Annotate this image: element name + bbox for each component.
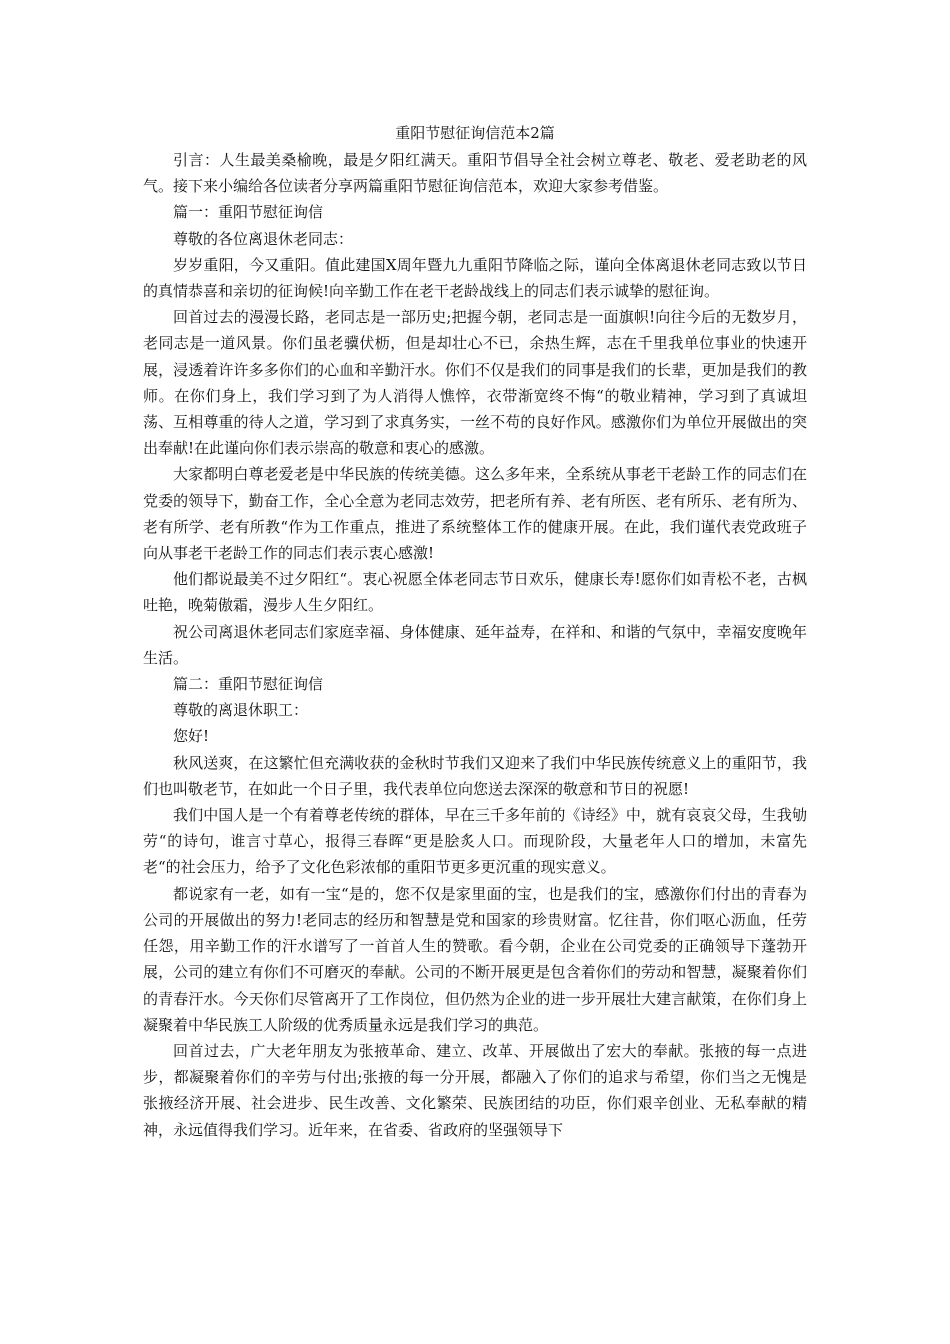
body-paragraph: 他们都说最美不过夕阳红“。衷心祝愿全体老同志节日欢乐，健康长寿!愿你们如青松不老，古枫吐艳，晚菊傲霜，漫步人生夕阳红。 [143, 570, 807, 615]
body-paragraph: 大家都明白尊老爱老是中华民族的传统美德。这么多年来，全系统从事老干老龄工作的同志们在党委的领导下，勤奋工作，全心全意为老同志效劳，把老所有养、老有所医、老有所乐、老有所为、老有所学、老有所教“作为工作重点，推进了系统整体工作的健康开展。在此，我们谨代表党政班子向从事老干老龄工作的同志们表示衷心感激! [143, 465, 807, 563]
intro-paragraph: 引言：人生最美桑榆晚，最是夕阳红满天。重阳节倡导全社会树立尊老、敬老、爱老助老的风气。接下来小编给各位读者分享两篇重阳节慰征询信范本，欢迎大家参考借鉴。 [143, 151, 807, 196]
body-paragraph: 我们中国人是一个有着尊老传统的群体，早在三千多年前的《诗经》中，就有哀哀父母，生我劬劳“的诗句，谁言寸草心，报得三春晖“更是脍炙人口。而现阶段，大量老年人口的增加，未富先老“的社会压力，给予了文化色彩浓郁的重阳节更多更沉重的现实意义。 [143, 806, 807, 877]
greeting: 您好! [173, 727, 210, 746]
document-page [143, 120, 807, 1143]
body-paragraph: 秋风送爽，在这繁忙但充满收获的金秋时节我们又迎来了我们中华民族传统意义上的重阳节，我们也叫敬老节，在如此一个日子里，我代表单位向您送去深深的敬意和节日的祝愿! [143, 753, 807, 798]
body-paragraph: 回首过去，广大老年朋友为张掖革命、建立、改革、开展做出了宏大的奉献。张掖的每一点进步，都凝聚着你们的辛劳与付出;张掖的每一分开展，都融入了你们的追求与希望，你们当之无愧是张掖经济开展、社会进步、民生改善、文化繁荣、民族团结的功臣，你们艰辛创业、无私奉献的精神，永远值得我们学习。近年来，在省委、省政府的坚强领导下 [143, 1041, 807, 1139]
body-paragraph: 祝公司离退休老同志们家庭幸福、身体健康、延年益寿，在祥和、和谐的气氛中，幸福安度晚年生活。 [143, 622, 807, 667]
salutation-2: 尊敬的离退休职工： [173, 701, 309, 720]
section-heading-2: 篇二：重阳节慰征询信 [173, 675, 324, 694]
body-paragraph: 回首过去的漫漫长路，老同志是一部历史;把握今朝，老同志是一面旗帜!向往今后的无数岁月，老同志是一道风景。你们虽老骥伏枥，但是却壮心不已，余热生辉，志在千里我单位事业的快速开展，浸透着许许多多你们的心血和辛勤汗水。你们不仅是我们的同事是我们的长辈，更加是我们的教师。在你们身上，我们学习到了为人消得人憔悴，衣带渐宽终不悔“的敬业精神，学习到了真诚坦荡、互相尊重的待人之道，学习到了求真务实，一丝不苟的良好作风。感激你们为单位开展做出的突出奉献!在此谨向你们表示崇高的敬意和衷心的感激。 [143, 308, 807, 458]
body-paragraph: 岁岁重阳，今又重阳。值此建国X周年暨九九重阳节降临之际，谨向全体离退休老同志致以节日的真情恭喜和亲切的征询候!向辛勤工作在老干老龄战线上的同志们表示诚挚的慰征询。 [143, 255, 807, 301]
document-title: 重阳节慰征询信范本2篇 [395, 124, 555, 142]
salutation-1: 尊敬的各位离退休老同志： [173, 229, 354, 248]
section-heading-1: 篇一：重阳节慰征询信 [173, 203, 324, 222]
body-paragraph: 都说家有一老，如有一宝“是的，您不仅是家里面的宝，也是我们的宝，感激你们付出的青春为公司的开展做出的努力!老同志的经历和智慧是党和国家的珍贵财富。忆往昔，你们呕心沥血，任劳任怨，用辛勤工作的汗水谱写了一首首人生的赞歌。看今朝，企业在公司党委的正确领导下蓬勃开展，公司的建立有你们不可磨灭的奉献。公司的不断开展更是包含着你们的劳动和智慧，凝聚着你们的青春汗水。今天你们尽管离开了工作岗位，但仍然为企业的进一步开展壮大建言献策，在你们身上凝聚着中华民族工人阶级的优秀质量永远是我们学习的典范。 [143, 884, 807, 1034]
